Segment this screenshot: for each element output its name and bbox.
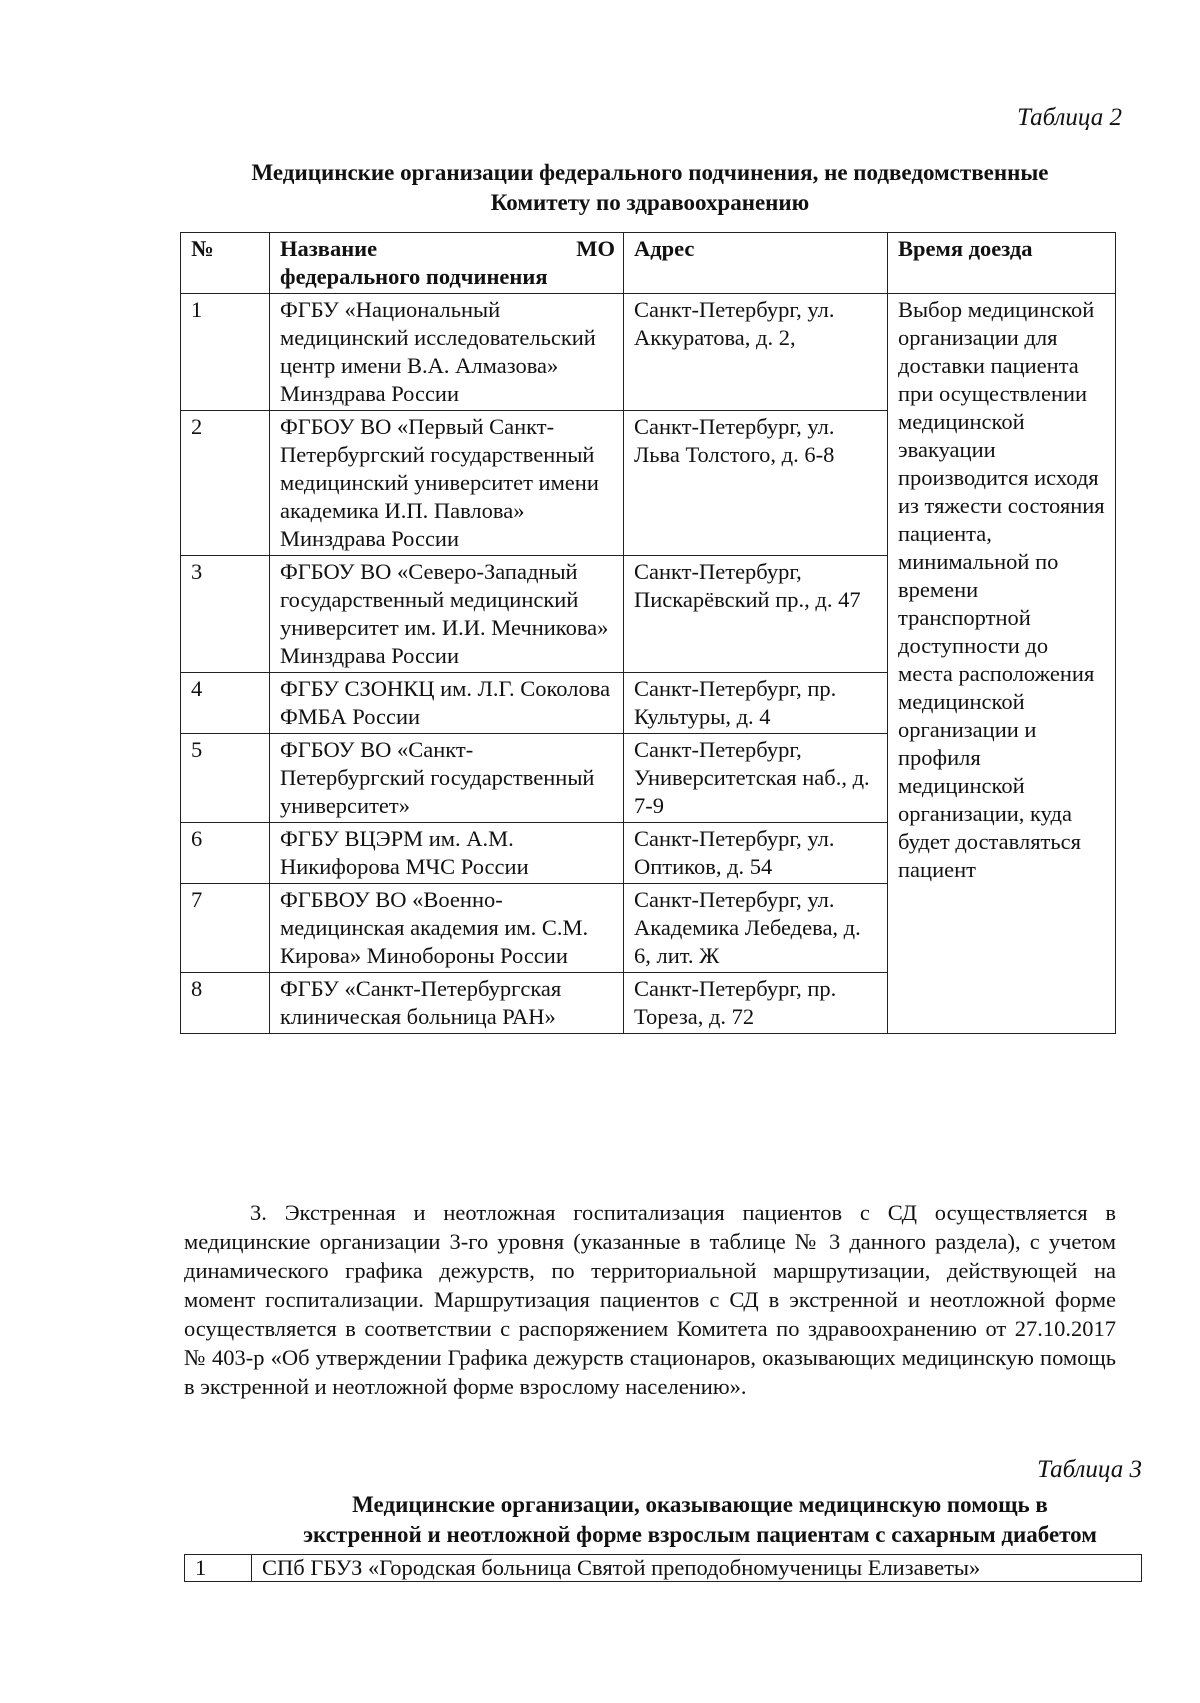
- row-address: Санкт-Петербург, ул. Оптиков, д. 54: [624, 823, 888, 884]
- row-name: ФГБУ ВЦЭРМ им. А.М. Никифорова МЧС России: [270, 823, 624, 884]
- row-num: 1: [185, 1555, 252, 1582]
- row-name: ФГБУ СЗОНКЦ им. Л.Г. Соколова ФМБА России: [270, 673, 624, 734]
- row-num: 3: [181, 556, 270, 673]
- table3: [184, 1554, 1142, 1582]
- table-row: [181, 294, 1116, 411]
- row-time-merged: Выбор медицинской организации для доставки пациента при осуществлении медицинской эвакуации производится исходя из тяжести состояния пациента, минимальной по времени транспортной доступности до места расположения медицинской организации и профиля медицинской организации, куда будет доставляться пациент: [888, 294, 1116, 1034]
- table2-title-line1: Медицинские организации федерального подчинения, не подведомственные: [251, 160, 1049, 185]
- table3-title-line1: Медицинские организации, оказывающие медицинскую помощь в: [352, 1492, 1048, 1517]
- row-name: ФГБУ «Санкт-Петербургская клиническая больница РАН»: [270, 973, 624, 1034]
- table-row: [185, 1555, 1142, 1582]
- row-num: 2: [181, 411, 270, 556]
- row-name: ФГБВОУ ВО «Военно-медицинская академия им. С.М. Кирова» Минобороны России: [270, 884, 624, 973]
- table3-title-line2: экстренной и неотложной форме взрослым пациентам с сахарным диабетом: [303, 1522, 1097, 1547]
- table2-header-row: [181, 233, 1116, 294]
- header-name-part1: Название: [280, 236, 378, 261]
- row-num: 1: [181, 294, 270, 411]
- row-num: 7: [181, 884, 270, 973]
- header-name: [270, 233, 624, 294]
- table3-caption: Таблица 3: [1037, 1456, 1142, 1483]
- row-address: Санкт-Петербург, Пискарёвский пр., д. 47: [624, 556, 888, 673]
- header-time: Время доезда: [888, 233, 1116, 294]
- row-num: 6: [181, 823, 270, 884]
- header-name-part2: МО: [576, 236, 615, 261]
- table2-title-line2: Комитету по здравоохранению: [490, 190, 810, 215]
- row-address: Санкт-Петербург, пр. Тореза, д. 72: [624, 973, 888, 1034]
- row-address: Санкт-Петербург, ул. Аккуратова, д. 2,: [624, 294, 888, 411]
- row-address: Санкт-Петербург, пр. Культуры, д. 4: [624, 673, 888, 734]
- header-num: №: [181, 233, 270, 294]
- row-address: Санкт-Петербург, ул. Льва Толстого, д. 6-8: [624, 411, 888, 556]
- row-address: Санкт-Петербург, Университетская наб., д. 7-9: [624, 734, 888, 823]
- header-name-part3: федерального подчинения: [280, 264, 548, 289]
- row-num: 8: [181, 973, 270, 1034]
- table2: [180, 232, 1116, 1034]
- header-address: Адрес: [624, 233, 888, 294]
- row-address: Санкт-Петербург, ул. Академика Лебедева, д. 6, лит. Ж: [624, 884, 888, 973]
- row-num: 4: [181, 673, 270, 734]
- row-name: СПб ГБУЗ «Городская больница Святой преподобномученицы Елизаветы»: [252, 1555, 1142, 1582]
- row-name: ФГБОУ ВО «Северо-Западный государственный медицинский университет им. И.И. Мечникова» Минздрава России: [270, 556, 624, 673]
- hospitalization-paragraph: 3. Экстренная и неотложная госпитализация пациентов с СД осуществляется в медицинские организации 3-го уровня (указанные в таблице № 3 данного раздела), с учетом динамического графика дежурств, по территориальной маршрутизации, действующей на момент госпитализации. Маршрутизация пациентов с СД в экстренной и неотложной форме осуществляется в соответствии с распоряжением Комитета по здравоохранению от 27.10.2017 № 403-р «Об утверждении Графика дежурств стационаров, оказывающих медицинскую помощь в экстренной и неотложной форме взрослому населению».: [184, 1200, 1116, 1399]
- table2-title: [200, 158, 1100, 218]
- row-num: 5: [181, 734, 270, 823]
- table2-caption: Таблица 2: [1017, 104, 1122, 131]
- row-name: ФГБУ «Национальный медицинский исследовательский центр имени В.А. Алмазова» Минздрава России: [270, 294, 624, 411]
- row-name: ФГБОУ ВО «Первый Санкт-Петербургский государственный медицинский университет имени академика И.П. Павлова» Минздрава России: [270, 411, 624, 556]
- table3-title: [260, 1490, 1140, 1550]
- row-name: ФГБОУ ВО «Санкт-Петербургский государственный университет»: [270, 734, 624, 823]
